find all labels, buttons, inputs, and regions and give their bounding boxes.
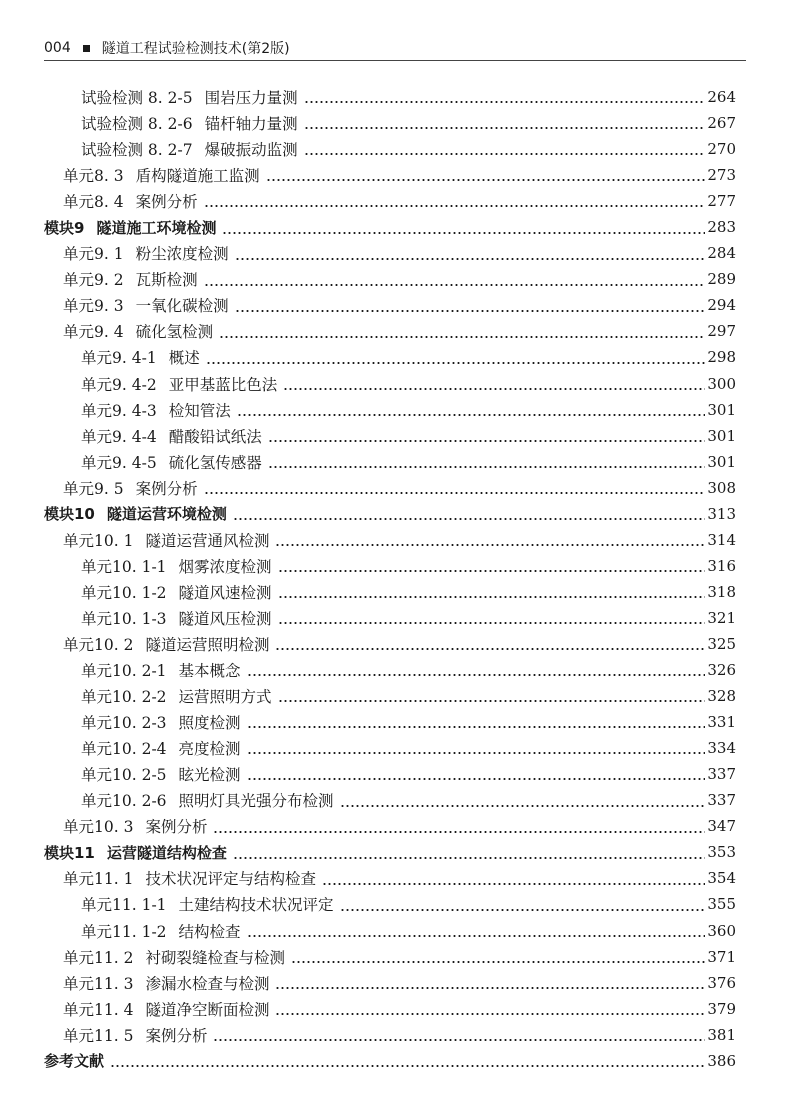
toc-entry-label: 单元10. 3 — [63, 818, 134, 837]
toc-page-number: 313 — [707, 504, 736, 523]
toc-subunit-entry[interactable] — [44, 553, 736, 579]
square-bullet-icon — [83, 45, 90, 52]
toc-page-number: 353 — [707, 843, 736, 862]
toc-page-number: 386 — [707, 1051, 736, 1070]
toc-subunit-entry[interactable] — [44, 110, 736, 136]
toc-subunit-entry[interactable] — [44, 709, 736, 735]
toc-subunit-entry[interactable] — [44, 683, 736, 709]
toc-unit-entry[interactable] — [44, 944, 736, 970]
toc-subunit-entry[interactable] — [44, 891, 736, 917]
toc-entry-title: 隧道净空断面检测 — [145, 1000, 270, 1019]
toc-subunit-entry[interactable] — [44, 423, 736, 449]
toc-entry-label: 单元11. 2 — [63, 948, 134, 967]
toc-module-entry[interactable] — [44, 214, 736, 240]
toc-subunit-entry[interactable] — [44, 371, 736, 397]
toc-entry-label: 单元10. 2-5 — [81, 766, 167, 785]
dot-leader — [206, 350, 706, 366]
toc-unit-entry[interactable] — [44, 970, 736, 996]
toc-entry-label: 单元10. 2-3 — [81, 714, 167, 733]
toc-entry-title: 结构检查 — [178, 922, 241, 941]
toc-entry-title: 硫化氢检测 — [135, 323, 214, 342]
toc-unit-entry[interactable] — [44, 631, 736, 657]
toc-entry-title: 醋酸铅试纸法 — [168, 427, 262, 446]
toc-entry-title: 围岩压力量测 — [204, 89, 298, 108]
toc-entry-label: 单元11. 5 — [63, 1026, 134, 1045]
dot-leader — [275, 975, 705, 991]
toc-unit-entry[interactable] — [44, 318, 736, 344]
toc-entry-title: 基本概念 — [178, 662, 241, 681]
toc-entry-label: 单元8. 3 — [63, 167, 124, 186]
toc-entry-label: 试验检测 8. 2-6 — [81, 115, 193, 134]
toc-page-number: 264 — [707, 88, 736, 107]
toc-entry-label: 模块10 — [44, 505, 95, 524]
toc-subunit-entry[interactable] — [44, 657, 736, 683]
dot-leader — [268, 428, 706, 444]
page-number: 004 — [44, 40, 71, 56]
toc-unit-entry[interactable] — [44, 813, 736, 839]
toc-entry-title: 运营隧道结构检查 — [106, 843, 227, 862]
running-book-title: 隧道工程试验检测技术(第2版) — [101, 41, 290, 57]
toc-entry-title: 亚甲基蓝比色法 — [168, 375, 278, 394]
toc-entry-title: 技术状况评定与结构检查 — [145, 870, 316, 889]
toc-entry-label: 单元9. 4-4 — [81, 427, 157, 446]
toc-entry-title: 案例分析 — [135, 193, 198, 212]
toc-entry-title: 土建结构技术状况评定 — [178, 896, 334, 915]
toc-entry-label: 单元11. 3 — [63, 974, 134, 993]
dot-leader — [278, 610, 706, 626]
toc-page-number: 381 — [707, 1025, 736, 1044]
toc-page-number: 300 — [707, 374, 736, 393]
dot-leader — [247, 714, 706, 730]
toc-entry-label: 试验检测 8. 2-7 — [81, 141, 193, 160]
toc-entry-title: 隧道运营通风检测 — [145, 531, 270, 550]
toc-entry-title: 衬砌裂缝检查与检测 — [145, 948, 285, 967]
dot-leader — [247, 766, 706, 782]
toc-entry-title: 渗漏水检查与检测 — [145, 974, 270, 993]
toc-page-number: 347 — [707, 817, 736, 836]
toc-entry-label: 单元10. 1-1 — [81, 557, 167, 576]
header-divider — [44, 60, 746, 61]
toc-unit-entry[interactable] — [44, 188, 736, 214]
toc-page-number: 334 — [707, 739, 736, 758]
toc-subunit-entry[interactable] — [44, 787, 736, 813]
dot-leader — [304, 89, 706, 105]
dot-leader — [233, 506, 705, 522]
dot-leader — [235, 298, 706, 314]
toc-entry-title: 照明灯具光强分布检测 — [178, 792, 334, 811]
toc-entry-label: 模块11 — [44, 843, 95, 862]
toc-unit-entry[interactable] — [44, 240, 736, 266]
dot-leader — [340, 793, 706, 809]
toc-page-number: 283 — [707, 218, 736, 237]
dot-leader — [213, 819, 705, 835]
toc-entry-title: 粉尘浓度检测 — [135, 245, 229, 264]
toc-entry-label: 单元10. 2-2 — [81, 688, 167, 707]
toc-unit-entry[interactable] — [44, 292, 736, 318]
toc-entry-title: 爆破振动监测 — [204, 141, 298, 160]
toc-page-number: 331 — [707, 713, 736, 732]
toc-page-number: 277 — [707, 192, 736, 211]
toc-subunit-entry[interactable] — [44, 136, 736, 162]
dot-leader — [219, 324, 705, 340]
toc-page-number: 301 — [707, 452, 736, 471]
toc-entry-label: 单元9. 4-5 — [81, 453, 157, 472]
toc-entry-title: 亮度检测 — [178, 740, 241, 759]
toc-entry-label: 单元10. 2 — [63, 636, 134, 654]
toc-page-number: 308 — [707, 478, 736, 497]
toc-page-number: 328 — [707, 687, 736, 706]
toc-page-number: 337 — [707, 791, 736, 810]
toc-page-number: 297 — [707, 322, 736, 341]
toc-unit-entry[interactable] — [44, 475, 736, 501]
toc-entry-label: 单元10. 1-3 — [81, 609, 167, 628]
toc-entry-title: 案例分析 — [145, 818, 208, 837]
dot-leader — [204, 480, 706, 496]
toc-entry-label: 单元9. 4-2 — [81, 375, 157, 394]
toc-module-entry[interactable] — [44, 1048, 736, 1074]
dot-leader — [237, 402, 706, 418]
toc-entry-label: 单元8. 4 — [63, 193, 124, 212]
toc-entry-label: 单元11. 1-2 — [81, 922, 167, 941]
toc-entry-label: 单元9. 5 — [63, 479, 124, 498]
toc-subunit-entry[interactable] — [44, 579, 736, 605]
toc-entry-title: 瓦斯检测 — [135, 271, 198, 290]
toc-subunit-entry[interactable] — [44, 761, 736, 787]
toc-subunit-entry[interactable] — [44, 918, 736, 944]
toc-entry-label: 单元9. 4 — [63, 323, 124, 342]
toc-entry-label: 单元9. 2 — [63, 271, 124, 290]
dot-leader — [278, 688, 706, 704]
toc-page-number: 360 — [707, 921, 736, 940]
toc-page-number: 318 — [707, 582, 736, 601]
toc-page-number: 314 — [707, 530, 736, 549]
toc-entry-title: 隧道风速检测 — [178, 583, 272, 602]
toc-page-number: 326 — [707, 661, 736, 680]
toc-page-number: 321 — [707, 608, 736, 627]
toc-entry-title: 概述 — [168, 349, 200, 368]
dot-leader — [235, 246, 706, 262]
dot-leader — [266, 167, 706, 183]
toc-subunit-entry[interactable] — [44, 397, 736, 423]
toc-entry-label: 试验检测 8. 2-5 — [81, 89, 193, 108]
toc-entry-title: 盾构隧道施工监测 — [135, 167, 260, 186]
dot-leader — [283, 376, 705, 392]
dot-leader — [213, 1027, 705, 1043]
dot-leader — [233, 845, 705, 861]
toc-page-number: 294 — [707, 296, 736, 315]
dot-leader — [110, 1053, 705, 1069]
toc-page-number: 301 — [707, 400, 736, 419]
toc-page-number: 270 — [707, 140, 736, 159]
toc-entry-title: 隧道施工环境检测 — [96, 218, 217, 237]
dot-leader — [204, 193, 706, 209]
toc-entry-label: 单元10. 2-1 — [81, 662, 167, 681]
dot-leader — [304, 115, 706, 131]
toc-subunit-entry[interactable] — [44, 449, 736, 475]
dot-leader — [268, 454, 706, 470]
toc-entry-title: 烟雾浓度检测 — [178, 557, 272, 576]
toc-entry-title: 隧道运营环境检测 — [106, 505, 227, 524]
toc-module-entry[interactable] — [44, 501, 736, 527]
dot-leader — [278, 584, 706, 600]
toc-unit-entry[interactable] — [44, 162, 736, 188]
toc-unit-entry[interactable] — [44, 996, 736, 1022]
toc-entry-label: 模块9 — [44, 218, 85, 237]
toc-entry-label: 单元10. 1 — [63, 531, 134, 550]
toc-page-number: 289 — [707, 270, 736, 289]
page-header — [44, 36, 746, 60]
toc-unit-entry[interactable] — [44, 266, 736, 292]
toc-subunit-entry[interactable] — [44, 605, 736, 631]
toc-page-number: 284 — [707, 244, 736, 263]
toc-entry-title: 照度检测 — [178, 714, 241, 733]
toc-subunit-entry[interactable] — [44, 735, 736, 761]
toc-entry-label: 单元9. 4-1 — [81, 349, 157, 368]
toc-page-number: 298 — [707, 348, 736, 367]
toc-page-number: 267 — [707, 114, 736, 133]
toc-module-entry[interactable] — [44, 839, 736, 865]
dot-leader — [247, 740, 706, 756]
dot-leader — [275, 636, 705, 652]
toc-entry-label: 单元11. 4 — [63, 1000, 134, 1019]
dot-leader — [247, 923, 706, 939]
toc-entry-title: 案例分析 — [135, 479, 198, 498]
dot-leader — [275, 532, 705, 548]
toc-entry-label: 单元9. 1 — [63, 245, 124, 264]
toc-page-number: 301 — [707, 426, 736, 445]
toc-unit-entry[interactable] — [44, 527, 736, 553]
dot-leader — [291, 949, 705, 965]
dot-leader — [247, 662, 706, 678]
toc-page-number: 316 — [707, 556, 736, 575]
toc-unit-entry[interactable] — [44, 865, 736, 891]
dot-leader — [275, 1001, 705, 1017]
toc-subunit-entry[interactable] — [44, 344, 736, 370]
dot-leader — [340, 897, 706, 913]
toc-entry-title: 隧道风压检测 — [178, 609, 272, 628]
toc-entry-title: 眩光检测 — [178, 766, 241, 785]
table-of-contents — [44, 84, 736, 1074]
toc-entry-label: 单元11. 1-1 — [81, 896, 167, 915]
toc-entry-label: 单元9. 3 — [63, 297, 124, 316]
toc-entry-label: 参考文献 — [44, 1052, 105, 1071]
toc-entry-title: 硫化氢传感器 — [168, 453, 262, 472]
dot-leader — [204, 272, 706, 288]
toc-page-number: 379 — [707, 999, 736, 1018]
toc-entry-label: 单元10. 1-2 — [81, 583, 167, 602]
toc-entry-title: 隧道运营照明检测 — [145, 636, 270, 654]
toc-page-number: 371 — [707, 947, 736, 966]
toc-entry-title: 锚杆轴力量测 — [204, 115, 298, 134]
toc-entry-title: 案例分析 — [145, 1026, 208, 1045]
toc-page-number: 325 — [707, 635, 736, 653]
toc-entry-label: 单元9. 4-3 — [81, 401, 157, 420]
toc-entry-label: 单元10. 2-6 — [81, 792, 167, 811]
toc-entry-title: 运营照明方式 — [178, 688, 272, 707]
toc-entry-title: 一氧化碳检测 — [135, 297, 229, 316]
toc-entry-label: 单元11. 1 — [63, 870, 134, 889]
toc-page-number: 273 — [707, 166, 736, 185]
dot-leader — [304, 141, 706, 157]
toc-unit-entry[interactable] — [44, 1022, 736, 1048]
dot-leader — [278, 558, 706, 574]
dot-leader — [322, 871, 705, 887]
dot-leader — [222, 220, 705, 236]
toc-entry-title: 检知管法 — [168, 401, 231, 420]
toc-page-number: 355 — [707, 895, 736, 914]
toc-subunit-entry[interactable] — [44, 84, 736, 110]
toc-entry-label: 单元10. 2-4 — [81, 740, 167, 759]
toc-page-number: 337 — [707, 765, 736, 784]
toc-page-number: 354 — [707, 869, 736, 888]
toc-page-number: 376 — [707, 973, 736, 992]
